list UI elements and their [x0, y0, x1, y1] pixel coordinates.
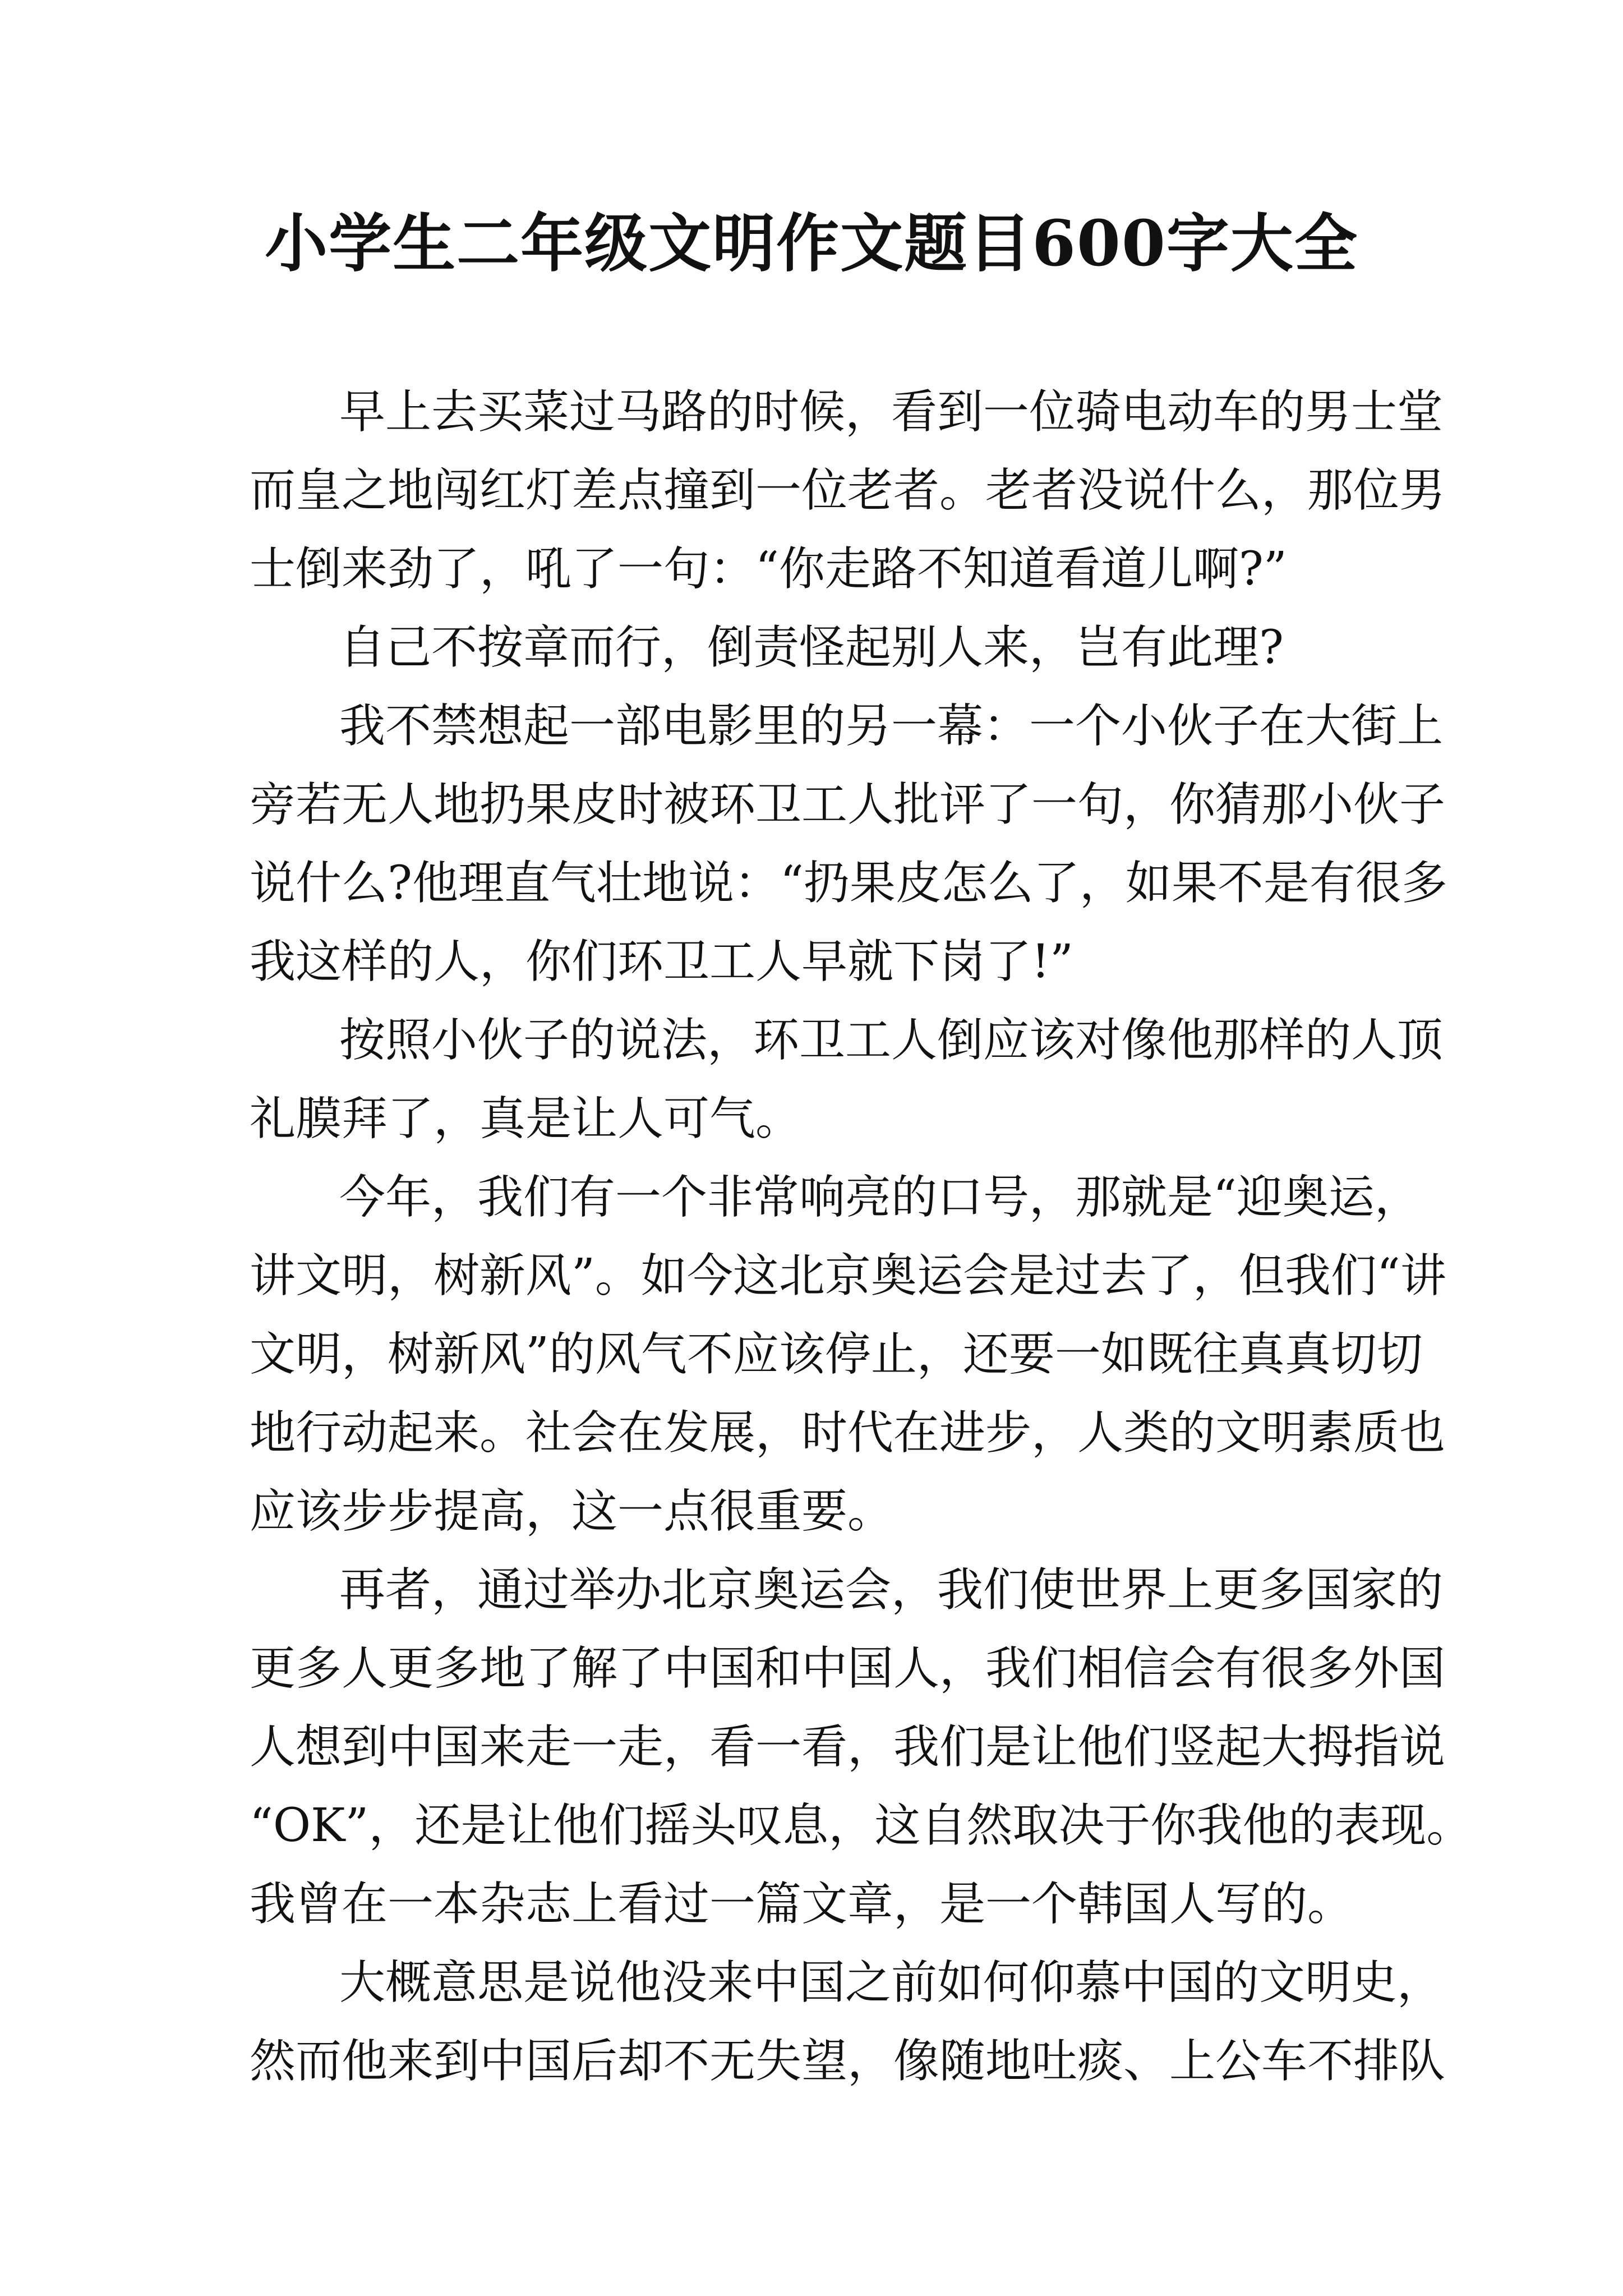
- paragraph-line: 大概意思是说他没来中国之前如何仰慕中国的文明史，: [339, 1956, 1444, 2009]
- paragraph-line: 而皇之地闯红灯差点撞到一位老者。老者没说什么，那位男: [250, 464, 1446, 517]
- paragraph-line: 地行动起来。社会在发展，时代在进步，人类的文明素质也: [250, 1406, 1446, 1460]
- paragraph-line: 按照小伙子的说法，环卫工人倒应该对像他那样的人顶: [339, 1014, 1444, 1067]
- paragraph-line: 再者，通过举办北京奥运会，我们使世界上更多国家的: [339, 1563, 1444, 1617]
- paragraph-line: 我不禁想起一部电影里的另一幕：一个小伙子在大街上: [339, 700, 1444, 753]
- paragraph-line: 文明，树新风”的风气不应该停止，还要一如既往真真切切: [250, 1328, 1423, 1381]
- paragraph-line: 自己不按章而行，倒责怪起别人来，岂有此理?: [339, 621, 1284, 674]
- paragraph-line: 然而他来到中国后却不无失望，像随地吐痰、上公车不排队: [250, 2035, 1446, 2088]
- paragraph-line: 人想到中国来走一走，看一看，我们是让他们竖起大拇指说: [250, 1720, 1446, 1774]
- paragraph-line: 讲文明，树新风”。如今这北京奥运会是过去了，但我们“讲: [250, 1249, 1446, 1303]
- paragraph-line: 士倒来劲了，吼了一句：“你走路不知道看道儿啊?”: [250, 542, 1287, 596]
- paragraph-line: “OK”，还是让他们摇头叹息，这自然取决于你我他的表现。: [250, 1799, 1473, 1852]
- paragraph-line: 早上去买菜过马路的时候，看到一位骑电动车的男士堂: [339, 385, 1444, 439]
- paragraph-line: 应该步步提高，这一点很重要。: [250, 1485, 894, 1538]
- document-body: [250, 373, 1473, 2101]
- paragraph-line: 旁若无人地扔果皮时被环卫工人批评了一句，你猜那小伙子: [250, 778, 1446, 831]
- paragraph-line: 更多人更多地了解了中国和中国人，我们相信会有很多外国: [250, 1642, 1446, 1695]
- paragraph-line: 我曾在一本杂志上看过一篇文章，是一个韩国人写的。: [250, 1878, 1354, 1931]
- paragraph-line: 今年，我们有一个非常响亮的口号，那就是“迎奥运，: [339, 1171, 1421, 1224]
- paragraph-line: 说什么?他理直气壮地说：“扔果皮怎么了，如果不是有很多: [250, 857, 1447, 910]
- document-title: 小学生二年级文明作文题目600字大全: [265, 207, 1358, 280]
- paragraph-line: 礼膜拜了，真是让人可气。: [250, 1092, 802, 1145]
- paragraph-line: 我这样的人，你们环卫工人早就下岗了!”: [250, 935, 1073, 988]
